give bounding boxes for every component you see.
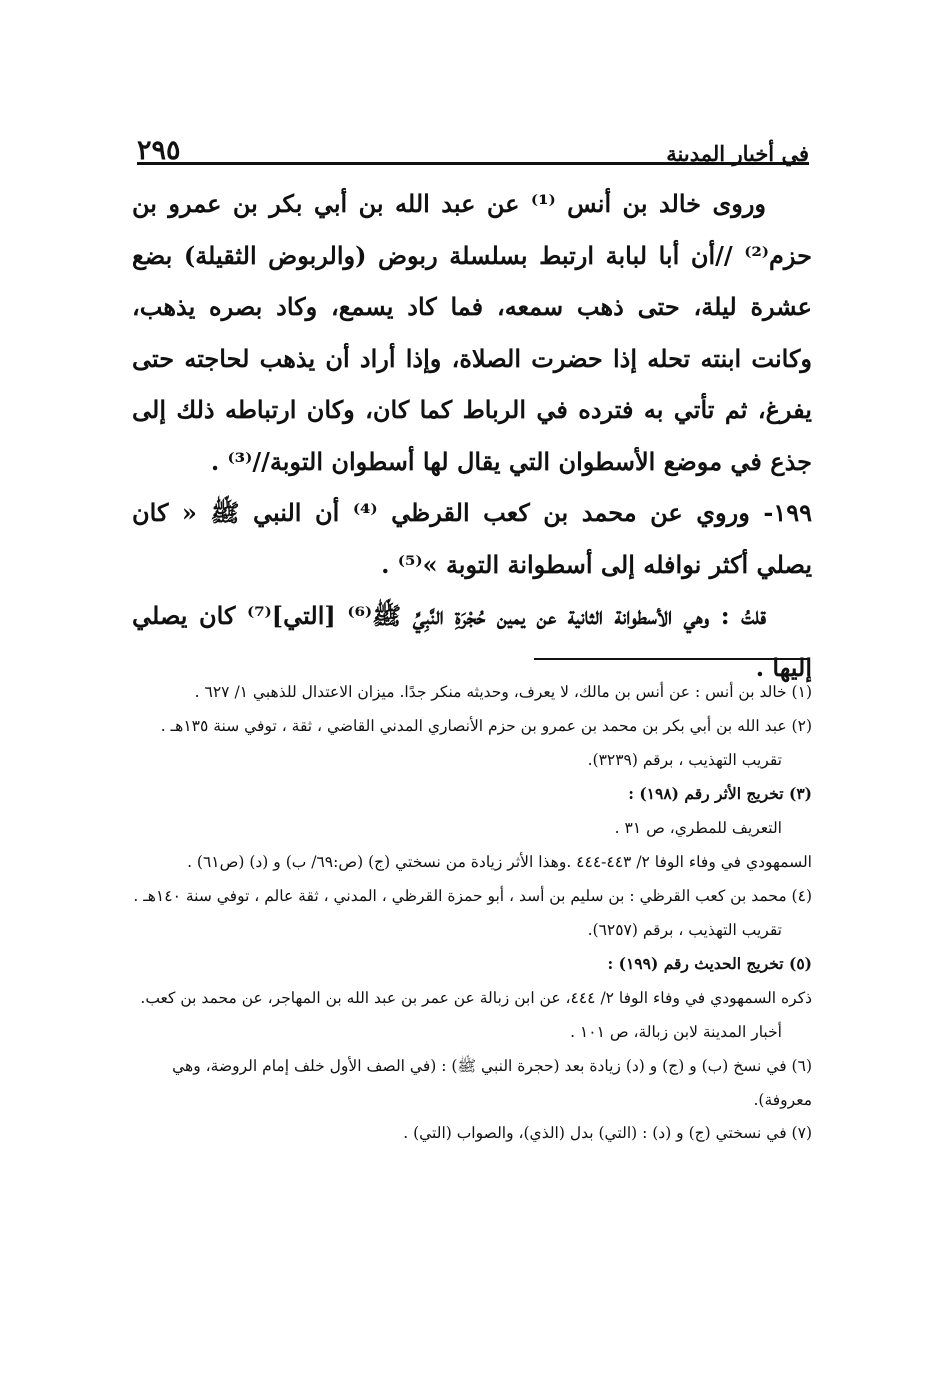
- footnote-5-source-2: أخبار المدينة لابن زبالة، ص ١٠١ .: [570, 1022, 782, 1041]
- footnote-2: (٢) عبد الله بن أبي بكر بن محمد بن عمرو بن حزم الأنصاري المدني القاضي ، ثقة ، توفي سنة ١٣٥هـ .: [160, 716, 812, 735]
- footnote-4-source: تقريب التهذيب ، برقم (٦٢٥٧).: [587, 920, 782, 939]
- page-number: ٢٩٥: [137, 135, 181, 166]
- footnotes: [132, 676, 812, 1151]
- running-title: في أخبار المدينة: [666, 141, 809, 166]
- footnote-5-source-1: ذكره السمهودي في وفاء الوفا ٢/ ٤٤٤، عن ابن زبالة عن عمر بن عبد الله بن المهاجر، عن محمد بن كعب.: [140, 989, 812, 1008]
- paragraph-2-text: - وروي عن محمد بن كعب القرظي ⁽⁴⁾ أن النبي ﷺ « كان يصلي أكثر نوافله إلى أسطوانة التوبة »⁽⁵⁾ .: [132, 498, 812, 579]
- header-divider: [137, 162, 809, 165]
- paragraph-3: قلتُ : وهي الأسطوانة الثانية عن يمين حُجْرَةِ النَّبِيِّ ﷺ⁽⁶⁾ [التي]⁽⁷⁾ كان يصلي إليها .: [132, 601, 812, 682]
- footnote-3-heading: (٣) تخريج الأثر رقم (١٩٨) :: [628, 784, 812, 804]
- footnote-3-source-1: التعريف للمطري، ص ٣١ .: [614, 819, 782, 838]
- footnote-5-heading: (٥) تخريج الحديث رقم (١٩٩) :: [607, 954, 812, 974]
- paragraph-2: [132, 487, 812, 590]
- footnote-divider: [534, 658, 810, 660]
- footnote-3: [132, 777, 812, 812]
- footnote-7: (٧) في نسختي (ج) و (د) : (التي) بدل (الذي)، والصواب (التي) .: [403, 1124, 812, 1143]
- footnote-6: (٦) في نسخ (ب) و (ج) و (د) زيادة بعد (حجرة النبي ﷺ) : (في الصف الأول خلف إمام الروضة، وهي معروفة).: [172, 1056, 812, 1109]
- paragraph-1: وروى خالد بن أنس ⁽¹⁾ عن عبد الله بن أبي بكر بن عمرو بن حزم⁽²⁾ //أن أبا لبابة ارتبط بسلسلة ربوض (والربوض الثقيلة) بضع عشرة ليلة، حتى ذهب سمعه، فما كاد يسمع، وكاد بصره يذهب، وكانت ابنته تحله إذا حضرت الصلاة، وإذا أراد أن يذهب لحاجته حتى يفرغ، ثم تأتي به فترده في الرباط كما كان، وكان ارتباطه ذلك إلى جذع في موضع الأسطوان التي يقال لها أسطوان التوبة//⁽³⁾ .: [132, 189, 812, 476]
- main-text: [132, 178, 812, 693]
- footnote-5: [132, 947, 812, 982]
- hadith-number: ١٩٩: [773, 498, 812, 527]
- footnote-1: (١) خالد بن أنس : عن أنس بن مالك، لا يعرف، وحديثه منكر جدًا. ميزان الاعتدال للذهبي ١/ ٦٢٧ .: [194, 683, 812, 701]
- footnote-2-source: تقريب التهذيب ، برقم (٣٢٣٩).: [587, 750, 782, 769]
- footnote-3-source-2: السمهودي في وفاء الوفا ٢/ ٤٤٣-٤٤٤ .وهذا الأثر زيادة من نسختي (ج) (ص:٦٩/ ب) و (د) (ص٦١) .: [187, 852, 812, 871]
- footnote-4: (٤) محمد بن كعب القرظي : بن سليم بن أسد ، أبو حمزة القرظي ، المدني ، ثقة عالم ، توفي سنة ١٤٠هـ .: [133, 886, 812, 905]
- page-header: [137, 118, 809, 166]
